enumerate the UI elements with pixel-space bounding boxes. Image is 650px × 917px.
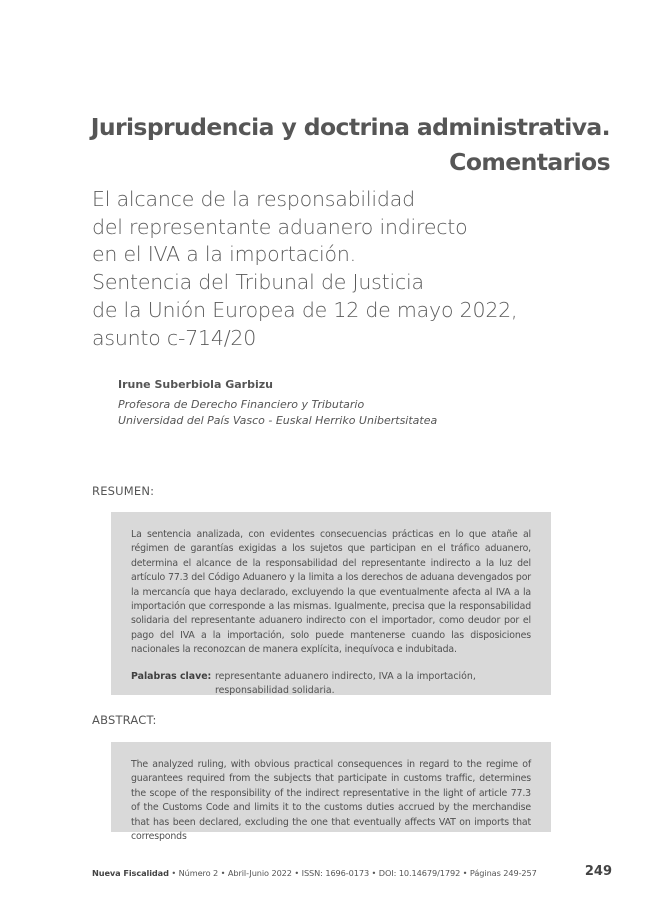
- abstract-heading: ABSTRACT:: [92, 713, 157, 727]
- keywords-row: [131, 670, 531, 699]
- article-title-line: del representante aduanero indirecto: [92, 214, 468, 239]
- keywords-label: Palabras clave:: [131, 670, 212, 682]
- resumen-text: La sentencia analizada, con evidentes consecuencias prácticas en lo que atañe al régimen de garantías exigidas a los sujetos que participan en el tráfico aduanero, determina el alcance de la responsabilidad del representante indirecto a la luz del artículo 77.3 del Código Aduanero y la limita a los derechos de aduana devengados por la mercancía que haya declarado, excluyendo la que eventualmente afecta al IVA a la importación que corresponde a las mismas. Igualmente, precisa que la responsabilidad solidaria del representante aduanero indirecto con el importador, como deudor por el pago del IVA a la importación, solo puede mantenerse cuando las disposiciones nacionales la reconozcan de manera explícita, inequívoca e indubitada.: [131, 529, 531, 656]
- article-title-line: El alcance de la responsabilidad: [92, 187, 415, 211]
- article-title-line: Sentencia del Tribunal de Justicia: [92, 270, 424, 295]
- author-position: Profesora de Derecho Financiero y Tributario: [118, 398, 365, 411]
- author-affiliation: [118, 397, 437, 429]
- resumen-box: [111, 512, 551, 695]
- article-title-line: en el IVA a la importación.: [92, 242, 356, 267]
- section-title-line1: Jurisprudencia y doctrina administrativa.: [90, 113, 610, 141]
- section-title: [50, 110, 610, 180]
- abstract-text: The analyzed ruling, with obvious practical consequences in regard to the regime of guarantees required from the subjects that participate in customs traffic, determines the scope of the responsibility of the indirect representative in the light of article 77.3 of the Customs Code and limits it to the customs duties accrued by the merchandise that has been declared, excluding the one that eventually affects VAT on imports that corresponds: [131, 759, 531, 843]
- footer-info: [92, 868, 537, 878]
- section-title-line2: Comentarios: [449, 148, 610, 176]
- author-institution: Universidad del País Vasco - Euskal Herriko Unibertsitatea: [118, 414, 438, 427]
- article-title-line: de la Unión Europea de 12 de mayo 2022,: [92, 297, 518, 322]
- abstract-box: [111, 742, 551, 843]
- article-title-line: asunto c-714/20: [92, 325, 257, 350]
- footer-journal: Nueva Fiscalidad: [92, 868, 169, 878]
- keywords-text: representante aduanero indirecto, IVA a la importación, responsabilidad solidaria.: [215, 670, 476, 697]
- resumen-heading: RESUMEN:: [92, 484, 155, 498]
- footer-details: • Número 2 • Abril-Junio 2022 • ISSN: 1696-0173 • DOI: 10.14679/1792 • Páginas 249-257: [168, 868, 537, 878]
- author-name: Irune Suberbiola Garbizu: [118, 378, 273, 391]
- article-title: [92, 186, 612, 352]
- page-number: 249: [584, 864, 612, 879]
